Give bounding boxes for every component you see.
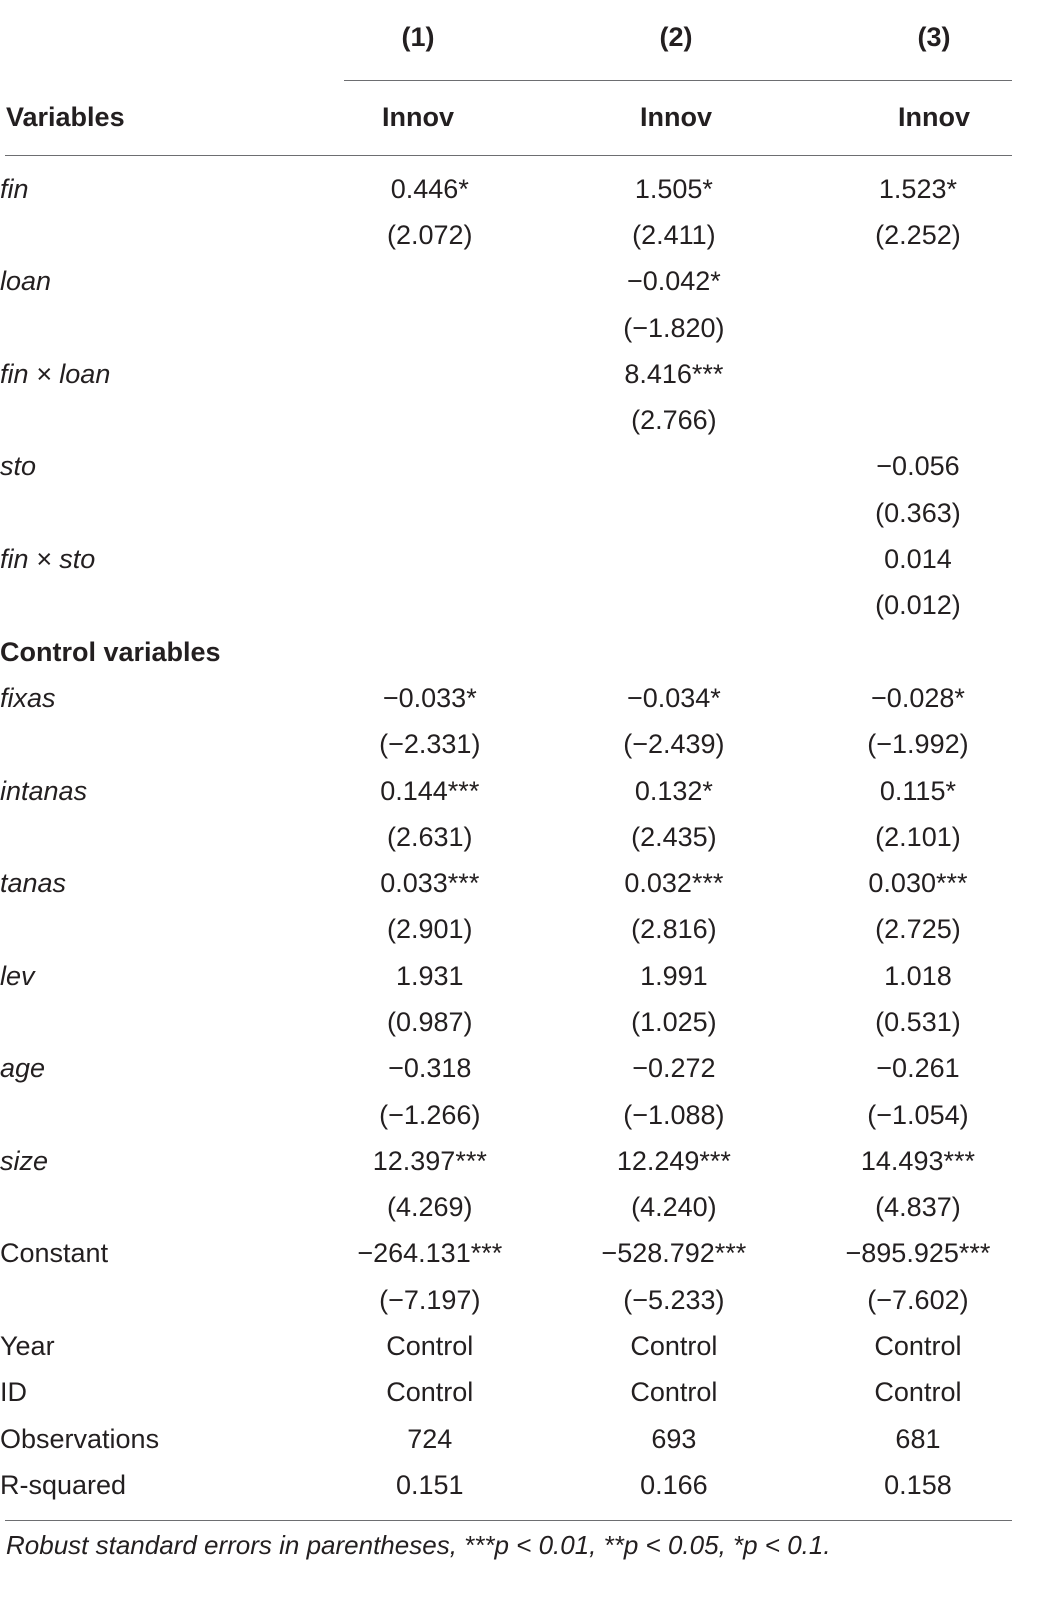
table-row xyxy=(0,1092,1040,1138)
table-row xyxy=(0,1138,1040,1184)
cell-col-1 xyxy=(308,397,552,443)
cell-col-1: Control xyxy=(386,1331,474,1362)
table-row xyxy=(0,675,1040,721)
cell-col-1: (−1.266) xyxy=(379,1099,481,1130)
cell-col-2 xyxy=(552,490,796,536)
cell-col-1: (−7.197) xyxy=(379,1284,481,1315)
cell-col-2: 0.132* xyxy=(634,775,713,806)
row-label xyxy=(0,1185,308,1231)
cell-col-2: (2.435) xyxy=(631,821,717,852)
row-label: size xyxy=(0,1145,49,1176)
cell-col-2: 1.505* xyxy=(634,173,713,204)
table-row xyxy=(0,259,1040,305)
cell-col-2: −0.034* xyxy=(626,682,721,713)
cell-col-3: 0.158 xyxy=(884,1469,952,1500)
cell-col-3: Control xyxy=(874,1331,962,1362)
cell-col-1: 12.397*** xyxy=(372,1145,487,1176)
cell-col-2: (2.411) xyxy=(632,219,716,250)
table-row xyxy=(0,1231,1040,1277)
cell-col-3: (−1.992) xyxy=(867,729,969,760)
table-row xyxy=(0,1370,1040,1416)
cell-col-2: 12.249*** xyxy=(616,1145,731,1176)
row-label: tanas xyxy=(0,868,67,899)
dep-var-header-1: Innov xyxy=(382,102,454,132)
cell-col-3: −895.925*** xyxy=(845,1238,991,1269)
row-label xyxy=(0,490,308,536)
row-label xyxy=(0,999,308,1045)
cell-col-1: (0.987) xyxy=(387,1006,473,1037)
table-row xyxy=(0,768,1040,814)
dep-var-header-3: Innov xyxy=(898,102,970,132)
row-label: Observations xyxy=(0,1423,160,1454)
table-row xyxy=(0,166,1040,212)
table-row xyxy=(0,629,1040,675)
cell-col-2: (−2.439) xyxy=(623,729,725,760)
table-row xyxy=(0,490,1040,536)
cell-col-3: (−1.054) xyxy=(867,1099,969,1130)
table-row xyxy=(0,351,1040,397)
cell-col-1: 0.144*** xyxy=(380,775,480,806)
table-row xyxy=(0,1046,1040,1092)
table-row xyxy=(0,305,1040,351)
cell-col-3 xyxy=(796,629,1040,675)
cell-col-2 xyxy=(552,444,796,490)
table-row xyxy=(0,1185,1040,1231)
cell-col-3 xyxy=(796,305,1040,351)
cell-col-2: −0.042* xyxy=(626,266,721,297)
cell-col-3: (0.531) xyxy=(875,1006,961,1037)
cell-col-2: 693 xyxy=(651,1423,697,1454)
cell-col-2 xyxy=(552,629,796,675)
cell-col-1: 0.446* xyxy=(390,173,469,204)
cell-col-2: 0.032*** xyxy=(624,868,724,899)
cell-col-3: 0.014 xyxy=(884,544,952,575)
cell-col-1 xyxy=(308,490,552,536)
row-label: sto xyxy=(0,451,37,482)
row-label xyxy=(0,583,308,629)
cell-col-2: (2.766) xyxy=(631,405,717,436)
cell-col-3 xyxy=(796,351,1040,397)
footer-rule xyxy=(5,1520,1012,1521)
row-label: intanas xyxy=(0,775,88,806)
cell-col-1: (−2.331) xyxy=(379,729,481,760)
table-row xyxy=(0,212,1040,258)
cell-col-3: (2.725) xyxy=(875,914,961,945)
cell-col-1: Control xyxy=(386,1377,474,1408)
table-row xyxy=(0,583,1040,629)
cell-col-3: 1.018 xyxy=(884,960,952,991)
cell-col-1 xyxy=(308,583,552,629)
row-label: lev xyxy=(0,960,35,991)
cell-col-3: 1.523* xyxy=(878,173,957,204)
cell-col-2: −0.272 xyxy=(632,1053,716,1084)
cell-col-2: Control xyxy=(630,1377,718,1408)
cell-col-2: 1.991 xyxy=(640,960,708,991)
row-label: fin × sto xyxy=(0,544,96,575)
table-row xyxy=(0,1416,1040,1462)
table-row xyxy=(0,444,1040,490)
cell-col-2 xyxy=(552,583,796,629)
table-row xyxy=(0,397,1040,443)
row-label: Control variables xyxy=(0,636,221,667)
cell-col-1 xyxy=(308,444,552,490)
cell-col-1: 0.033*** xyxy=(380,868,480,899)
row-label: ID xyxy=(0,1377,27,1408)
cell-col-1: (4.269) xyxy=(387,1192,473,1223)
cell-col-2: (4.240) xyxy=(631,1192,717,1223)
cell-col-1: 1.931 xyxy=(396,960,464,991)
cell-col-1: −0.318 xyxy=(388,1053,472,1084)
row-label xyxy=(0,397,308,443)
cell-col-1: 724 xyxy=(407,1423,453,1454)
cell-col-3 xyxy=(796,397,1040,443)
cell-col-1 xyxy=(308,305,552,351)
row-label: fin × loan xyxy=(0,358,111,389)
row-label: Constant xyxy=(0,1238,109,1269)
cell-col-1 xyxy=(308,351,552,397)
cell-col-1: (2.072) xyxy=(387,219,473,250)
cell-col-1: −264.131*** xyxy=(357,1238,503,1269)
cell-col-3: (−7.602) xyxy=(867,1284,969,1315)
table-row xyxy=(0,536,1040,582)
row-label xyxy=(0,212,308,258)
cell-col-2: 0.166 xyxy=(640,1469,708,1500)
cell-col-3: (4.837) xyxy=(875,1192,961,1223)
table-row xyxy=(0,814,1040,860)
table-footnote: Robust standard errors in parentheses, ***p < 0.01, **p < 0.05, *p < 0.1. xyxy=(6,1530,831,1560)
table-row xyxy=(0,1462,1040,1508)
cell-col-2: −528.792*** xyxy=(601,1238,747,1269)
cell-col-2: Control xyxy=(630,1331,718,1362)
cell-col-3 xyxy=(796,259,1040,305)
table-row xyxy=(0,1277,1040,1323)
row-label: Year xyxy=(0,1331,55,1362)
cell-col-2: (−5.233) xyxy=(623,1284,725,1315)
row-label: fin xyxy=(0,173,29,204)
cell-col-1: 0.151 xyxy=(396,1469,464,1500)
cell-col-2: 8.416*** xyxy=(624,358,724,389)
table-body xyxy=(0,166,1040,1509)
cell-col-3: 0.030*** xyxy=(868,868,968,899)
table-row xyxy=(0,999,1040,1045)
row-label: R-squared xyxy=(0,1469,127,1500)
row-label: fixas xyxy=(0,682,56,713)
cell-col-2: (1.025) xyxy=(631,1006,717,1037)
row-label: loan xyxy=(0,266,52,297)
row-label: age xyxy=(0,1053,46,1084)
column-number-2: (2) xyxy=(659,22,693,52)
cell-col-3: 681 xyxy=(895,1423,941,1454)
column-number-3: (3) xyxy=(917,22,951,52)
cell-col-1: (2.631) xyxy=(387,821,473,852)
table-row xyxy=(0,722,1040,768)
cell-col-3: 0.115* xyxy=(879,775,956,806)
column-spanner-rule xyxy=(344,80,1012,81)
cell-col-3: −0.261 xyxy=(876,1053,960,1084)
cell-col-1 xyxy=(308,259,552,305)
cell-col-3: 14.493*** xyxy=(860,1145,975,1176)
cell-col-3: (0.012) xyxy=(875,590,961,621)
table-row xyxy=(0,907,1040,953)
cell-col-1 xyxy=(308,629,552,675)
cell-col-2: (−1.088) xyxy=(623,1099,725,1130)
cell-col-1 xyxy=(308,536,552,582)
variables-header: Variables xyxy=(6,102,125,132)
row-label xyxy=(0,1092,308,1138)
row-label xyxy=(0,305,308,351)
cell-col-3: (2.252) xyxy=(875,219,961,250)
row-label xyxy=(0,907,308,953)
cell-col-3: (2.101) xyxy=(875,821,961,852)
cell-col-1: (2.901) xyxy=(387,914,473,945)
cell-col-2: (−1.820) xyxy=(623,312,725,343)
cell-col-1: −0.033* xyxy=(382,682,477,713)
row-label xyxy=(0,722,308,768)
header-rule xyxy=(5,155,1012,156)
cell-col-3: Control xyxy=(874,1377,962,1408)
table-row xyxy=(0,860,1040,906)
table-row xyxy=(0,953,1040,999)
row-label xyxy=(0,1277,308,1323)
cell-col-2: (2.816) xyxy=(631,914,717,945)
cell-col-3: −0.028* xyxy=(871,682,965,713)
table-row xyxy=(0,1323,1040,1369)
dep-var-header-2: Innov xyxy=(640,102,712,132)
row-label xyxy=(0,814,308,860)
cell-col-2 xyxy=(552,536,796,582)
column-number-1: (1) xyxy=(401,22,435,52)
cell-col-3: (0.363) xyxy=(875,497,961,528)
cell-col-3: −0.056 xyxy=(876,451,960,482)
